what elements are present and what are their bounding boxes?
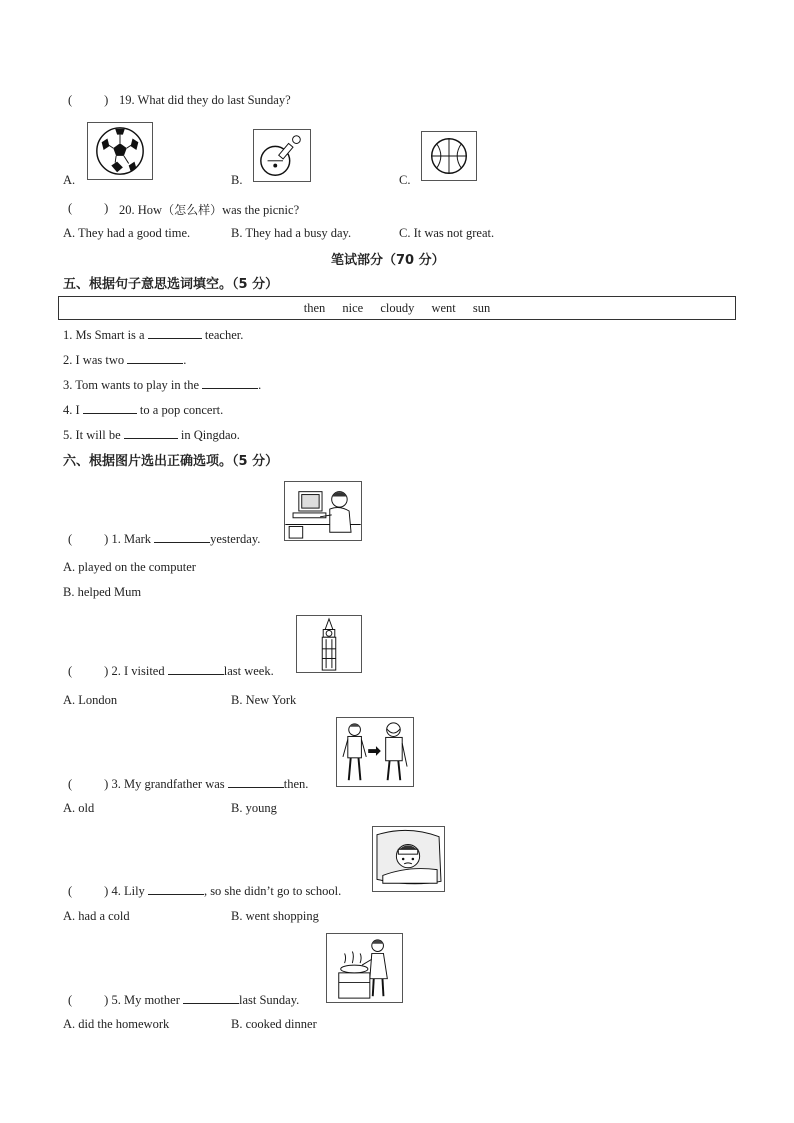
s5-item-3: 3. Tom wants to play in the . [63, 378, 262, 392]
s6-q5: ( ) 5. My mother last Sunday. [68, 993, 300, 1007]
s6-q3-option-b: B. young [231, 801, 277, 815]
q20-option-c: C. It was not great. [399, 226, 495, 240]
s5-item-4: 4. I to a pop concert. [63, 403, 224, 417]
answer-blank [202, 377, 258, 389]
answer-blank [148, 883, 204, 895]
s6-q1-option-a: A. played on the computer [63, 560, 196, 574]
s6-q2-option-b: B. New York [231, 693, 297, 707]
q19-option-a: A. [63, 173, 76, 187]
big-ben-icon [296, 615, 362, 673]
basketball-icon [421, 131, 477, 181]
answer-blank [127, 352, 183, 364]
woman-cooking-icon [326, 933, 403, 1003]
s6-q4: ( ) 4. Lily , so she didn’t go to school. [68, 884, 342, 898]
s6-q1-option-b: B. helped Mum [63, 585, 142, 599]
s6-q5-option-b: B. cooked dinner [231, 1017, 317, 1031]
boy-computer-icon [284, 481, 362, 541]
s5-item-2: 2. I was two . [63, 353, 187, 367]
q20-text: 20. How（怎么样）was the picnic? [119, 203, 300, 217]
word-bank-words: then nice cloudy went sun [303, 301, 491, 315]
answer-blank [124, 427, 178, 439]
young-to-old-icon [336, 717, 414, 787]
q20-option-b: B. They had a busy day. [231, 226, 352, 240]
s6-q4-option-b: B. went shopping [231, 909, 319, 923]
s6-q2-option-a: A. London [63, 693, 118, 707]
section6-title: 六、根据图片选出正确选项。（5 分） [63, 454, 279, 469]
answer-blank [168, 663, 224, 675]
q19-option-c: C. [399, 173, 411, 187]
q20-paren: ( ) [68, 201, 109, 215]
s6-q1: ( ) 1. Mark yesterday. [68, 532, 261, 546]
s6-q3: ( ) 3. My grandfather was then. [68, 777, 309, 791]
q20-option-a: A. They had a good time. [63, 226, 191, 240]
s6-q5-option-a: A. did the homework [63, 1017, 170, 1031]
q19-paren: ( ) [68, 93, 109, 107]
answer-blank [154, 531, 210, 543]
ping-pong-icon [253, 129, 311, 182]
q19-text: 19. What did they do last Sunday? [119, 93, 291, 107]
sick-girl-icon [372, 826, 445, 892]
s6-q2: ( ) 2. I visited last week. [68, 664, 274, 678]
s5-item-1: 1. Ms Smart is a teacher. [63, 328, 244, 342]
s6-q4-option-a: A. had a cold [63, 909, 130, 923]
word-bank [58, 296, 736, 320]
section5-title: 五、根据句子意思选词填空。（5 分） [63, 277, 279, 292]
answer-blank [228, 776, 284, 788]
s5-item-5: 5. It will be in Qingdao. [63, 428, 240, 442]
q19-option-b: B. [231, 173, 243, 187]
answer-blank [148, 327, 202, 339]
written-part-heading: 笔试部分（70 分） [331, 253, 445, 268]
answer-blank [183, 992, 239, 1004]
s6-q3-option-a: A. old [63, 801, 95, 815]
soccer-ball-icon [87, 122, 153, 180]
answer-blank [83, 402, 137, 414]
